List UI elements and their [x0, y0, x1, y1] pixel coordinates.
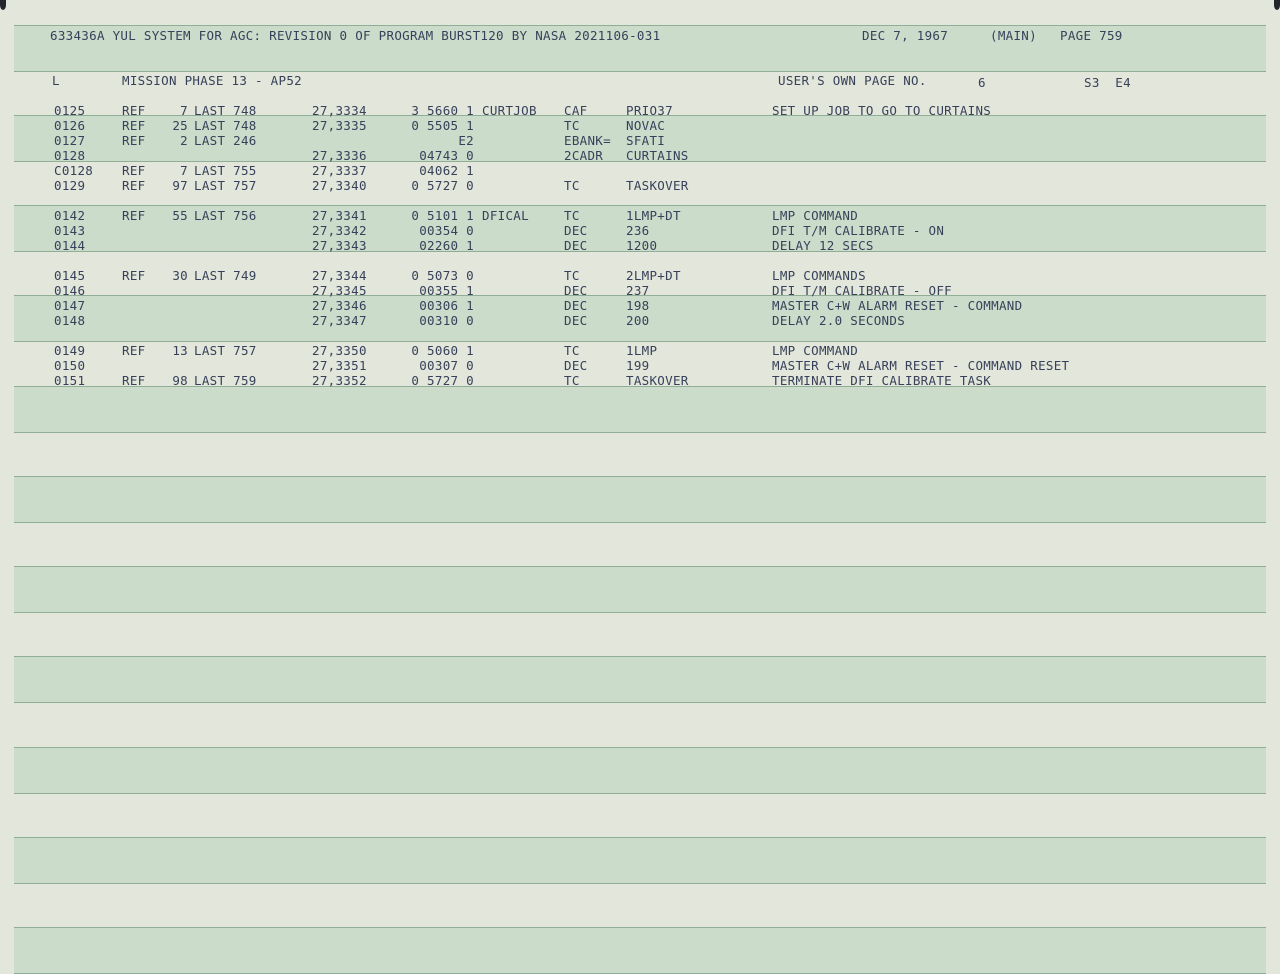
cell-word: 0 5060 1	[411, 343, 474, 358]
cell-line: 0145	[54, 268, 86, 283]
cell-last: LAST 246	[194, 133, 257, 148]
cell-op: DEC	[564, 298, 588, 313]
cell-refnum: 7	[180, 163, 188, 178]
cell-word: 0 5727 0	[411, 373, 474, 388]
cell-line: 0142	[54, 208, 86, 223]
cell-ref: REF	[122, 178, 146, 193]
cell-operand: 198	[626, 298, 650, 313]
cell-comment: DELAY 2.0 SECONDS	[772, 313, 906, 328]
cell-comment: DELAY 12 SECS	[772, 238, 874, 253]
cell-last: LAST 759	[194, 373, 257, 388]
cell-refnum	[166, 283, 188, 298]
green-bar	[14, 656, 1266, 703]
cell-operand: 236	[626, 223, 650, 238]
cell-ref: REF	[122, 163, 146, 178]
cell-line: 0129	[54, 178, 86, 193]
cell-word: 00307 0	[419, 358, 474, 373]
cell-refnum	[166, 148, 188, 163]
cell-addr: 27,3336	[312, 148, 367, 163]
mission-phase: MISSION PHASE 13 - AP52	[122, 73, 302, 88]
cell-word: 3 5660 1	[411, 103, 474, 118]
cell-ref: REF	[122, 133, 146, 148]
cell-addr: 27,3335	[312, 118, 367, 133]
cell-last: LAST 756	[194, 208, 257, 223]
cell-op: TC	[564, 373, 580, 388]
cell-line: 0151	[54, 373, 86, 388]
cell-line: 0144	[54, 238, 86, 253]
cell-comment: LMP COMMANDS	[772, 268, 866, 283]
cell-ref: REF	[122, 103, 146, 118]
cell-operand: 1LMP+DT	[626, 208, 681, 223]
cell-refnum: 2	[180, 133, 188, 148]
cell-op: DEC	[564, 313, 588, 328]
cell-refnum: 25	[172, 118, 188, 133]
cell-addr: 27,3340	[312, 178, 367, 193]
cell-word: E2	[458, 133, 474, 148]
cell-refnum	[166, 298, 188, 313]
cell-operand: 1LMP	[626, 343, 658, 358]
cell-operand: TASKOVER	[626, 178, 689, 193]
cell-refnum: 7	[180, 103, 188, 118]
cell-line: 0126	[54, 118, 86, 133]
cell-last: LAST 748	[194, 103, 257, 118]
cell-word: 00310 0	[419, 313, 474, 328]
cell-refnum: 13	[172, 343, 188, 358]
cell-word: 0 5505 1	[411, 118, 474, 133]
green-bar	[14, 566, 1266, 613]
cell-ref: REF	[122, 343, 146, 358]
cell-refnum: 55	[172, 208, 188, 223]
cell-word: 0 5727 0	[411, 178, 474, 193]
cell-comment: DFI T/M CALIBRATE - ON	[772, 223, 945, 238]
cell-word: 00354 0	[419, 223, 474, 238]
cell-word: 04062 1	[419, 163, 474, 178]
cell-ref: REF	[122, 208, 146, 223]
punch-hole-right	[1274, 0, 1280, 10]
cell-addr: 27,3347	[312, 313, 367, 328]
header-date: DEC 7, 1967	[862, 28, 949, 43]
cell-addr: 27,3351	[312, 358, 367, 373]
green-bar	[14, 386, 1266, 433]
cell-op: 2CADR	[564, 148, 604, 163]
cell-comment: LMP COMMAND	[772, 208, 859, 223]
cell-line: 0127	[54, 133, 86, 148]
cell-refnum	[166, 313, 188, 328]
cell-word: 02260 1	[419, 238, 474, 253]
cell-refnum	[166, 238, 188, 253]
cell-op: TC	[564, 178, 580, 193]
cell-comment: MASTER C+W ALARM RESET - COMMAND RESET	[772, 358, 1070, 373]
cell-word: 0 5101 1	[411, 208, 474, 223]
cell-op: TC	[564, 118, 580, 133]
cell-addr: 27,3343	[312, 238, 367, 253]
cell-comment: LMP COMMAND	[772, 343, 859, 358]
cell-operand: NOVAC	[626, 118, 666, 133]
cell-line: 0147	[54, 298, 86, 313]
cell-word: 04743 0	[419, 148, 474, 163]
cell-op: DEC	[564, 223, 588, 238]
cell-last: LAST 755	[194, 163, 257, 178]
cell-label: CURTJOB	[482, 103, 537, 118]
cell-operand: TASKOVER	[626, 373, 689, 388]
cell-operand: 199	[626, 358, 650, 373]
cell-comment: DFI T/M CALIBRATE - OFF	[772, 283, 952, 298]
cell-word: 00306 1	[419, 298, 474, 313]
cell-comment: TERMINATE DFI CALIBRATE TASK	[772, 373, 992, 388]
cell-addr: 27,3350	[312, 343, 367, 358]
cell-word: 0 5073 0	[411, 268, 474, 283]
header-page: PAGE 759	[1060, 28, 1123, 43]
cell-last: LAST 749	[194, 268, 257, 283]
cell-refnum: 30	[172, 268, 188, 283]
cell-label: DFICAL	[482, 208, 529, 223]
subheader-flag: L	[52, 73, 60, 88]
cell-op: EBANK=	[564, 133, 611, 148]
cell-last: LAST 757	[194, 178, 257, 193]
cell-addr: 27,3337	[312, 163, 367, 178]
cell-addr: 27,3334	[312, 103, 367, 118]
cell-refnum: 97	[172, 178, 188, 193]
cell-line: 0143	[54, 223, 86, 238]
listing-page	[14, 0, 1266, 935]
cell-line: C0128	[54, 163, 94, 178]
users-page-label: USER'S OWN PAGE NO.	[778, 73, 927, 88]
cell-op: TC	[564, 208, 580, 223]
cell-refnum: 98	[172, 373, 188, 388]
cell-operand: SFATI	[626, 133, 666, 148]
cell-addr: 27,3341	[312, 208, 367, 223]
cell-operand: 200	[626, 313, 650, 328]
header-section: (MAIN)	[990, 28, 1037, 43]
cell-word: 00355 1	[419, 283, 474, 298]
cell-line: 0148	[54, 313, 86, 328]
cell-op: CAF	[564, 103, 588, 118]
cell-ref: REF	[122, 373, 146, 388]
cell-line: 0125	[54, 103, 86, 118]
cell-line: 0146	[54, 283, 86, 298]
cell-addr: 27,3344	[312, 268, 367, 283]
cell-comment: MASTER C+W ALARM RESET - COMMAND	[772, 298, 1023, 313]
cell-line: 0150	[54, 358, 86, 373]
cell-operand: CURTAINS	[626, 148, 689, 163]
cell-operand: 1200	[626, 238, 658, 253]
cell-op: DEC	[564, 283, 588, 298]
cell-op: TC	[564, 268, 580, 283]
cell-line: 0128	[54, 148, 86, 163]
cell-operand: PRIO37	[626, 103, 673, 118]
punch-hole-left	[0, 0, 6, 10]
cell-ref: REF	[122, 268, 146, 283]
cell-op: DEC	[564, 358, 588, 373]
cell-operand: 2LMP+DT	[626, 268, 681, 283]
cell-addr: 27,3345	[312, 283, 367, 298]
cell-ref: REF	[122, 118, 146, 133]
green-bar	[14, 747, 1266, 794]
cell-comment: SET UP JOB TO GO TO CURTAINS	[772, 103, 992, 118]
cell-refnum	[166, 223, 188, 238]
cell-refnum	[166, 358, 188, 373]
cell-last: LAST 748	[194, 118, 257, 133]
cell-op: DEC	[564, 238, 588, 253]
header-title: 633436A YUL SYSTEM FOR AGC: REVISION 0 OF PROGRAM BURST120 BY NASA 2021106-031	[50, 28, 661, 43]
cell-addr: 27,3352	[312, 373, 367, 388]
cell-op: TC	[564, 343, 580, 358]
cell-line: 0149	[54, 343, 86, 358]
cell-operand: 237	[626, 283, 650, 298]
green-bar	[14, 476, 1266, 523]
cell-addr: 27,3342	[312, 223, 367, 238]
green-bar	[14, 837, 1266, 884]
listing-codes: S3 E4	[1084, 75, 1131, 90]
cell-last: LAST 757	[194, 343, 257, 358]
green-bar	[14, 927, 1266, 974]
users-page-number: 6	[978, 75, 986, 90]
cell-addr: 27,3346	[312, 298, 367, 313]
